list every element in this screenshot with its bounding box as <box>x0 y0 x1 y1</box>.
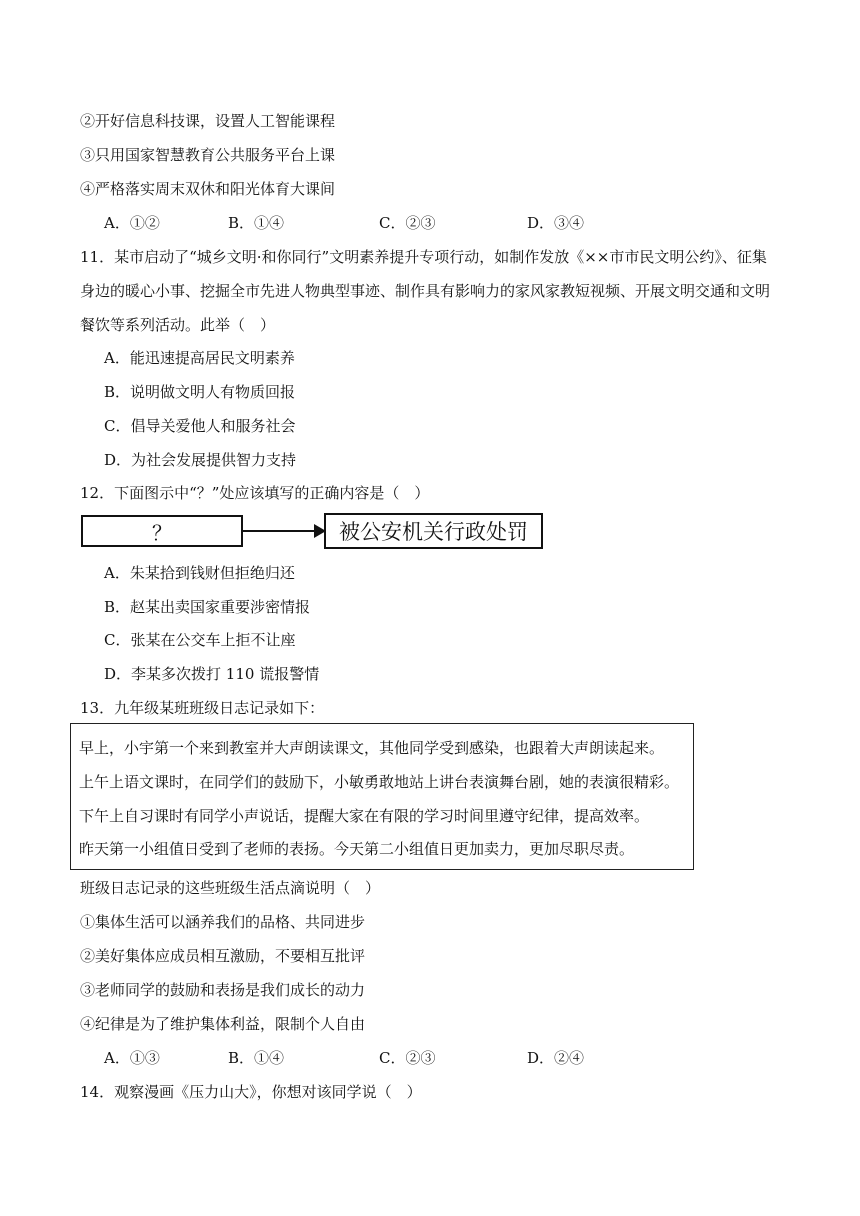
q12-option-d: D．李某多次拨打 110 谎报警情 <box>104 665 320 683</box>
diagram-arrow-line <box>243 530 321 532</box>
q12-option-c: C．张某在公交车上拒不让座 <box>104 631 296 649</box>
q12-option-b: B．赵某出卖国家重要涉密情报 <box>104 598 311 616</box>
q10-item-2: ②开好信息科技课，设置人工智能课程 <box>80 112 336 130</box>
diagram-result-box: 被公安机关行政处罚 <box>324 513 543 549</box>
q11-stem: 11．某市启动了“城乡文明·和你同行”文明素养提升专项行动，如制作发放《××市市民文明公约》、征集身边的暖心小事、挖掘全市先进人物典型事迹、制作具有影响力的家风家教短视频、开展文明交通和文明餐饮等系列活动。此举（ ） <box>80 248 771 334</box>
q12-stem: 12．下面图示中“？”处应该填写的正确内容是（ ） <box>80 484 430 502</box>
q10-item-4: ④严格落实周末双休和阳光体育大课间 <box>80 180 336 198</box>
q13-option-c: C．②③ <box>379 1049 436 1067</box>
q10-option-b: B．①④ <box>228 214 285 232</box>
q10-option-d: D．③④ <box>527 214 585 232</box>
q12-option-a: A．朱某拾到钱财但拒绝归还 <box>104 564 295 582</box>
q13-item-1: ①集体生活可以涵养我们的品格、共同进步 <box>80 913 366 931</box>
q11-option-a: A．能迅速提高居民文明素养 <box>104 349 295 367</box>
class-log-line: 上午上语文课时，在同学们的鼓励下，小敏勇敢地站上讲台表演舞台剧，她的表演很精彩。 <box>79 773 680 791</box>
q13-option-b: B．①④ <box>228 1049 285 1067</box>
q13-stem: 13．九年级某班班级日志记录如下： <box>80 699 325 717</box>
q13-item-2: ②美好集体应成员相互激励，不要相互批评 <box>80 947 366 965</box>
class-log-line: 下午上自习课时有同学小声说话，提醒大家在有限的学习时间里遵守纪律，提高效率。 <box>79 807 650 825</box>
q11-option-d: D．为社会发展提供智力支持 <box>104 451 297 469</box>
q10-option-c: C．②③ <box>379 214 436 232</box>
q13-item-4: ④纪律是为了维护集体利益，限制个人自由 <box>80 1015 366 1033</box>
q10-item-3: ③只用国家智慧教育公共服务平台上课 <box>80 146 336 164</box>
q13-option-a: A．①③ <box>104 1049 160 1067</box>
class-log-line: 早上，小宇第一个来到教室并大声朗读课文，其他同学受到感染，也跟着大声朗读起来。 <box>79 739 665 757</box>
diagram-unknown-box: ？ <box>81 515 243 547</box>
q11-option-c: C．倡导关爱他人和服务社会 <box>104 417 296 435</box>
q13-question: 班级日志记录的这些班级生活点滴说明（ ） <box>80 879 381 897</box>
class-log-line: 昨天第一小组值日受到了老师的表扬。今天第二小组值日更加卖力，更加尽职尽责。 <box>79 840 635 858</box>
q11-option-b: B．说明做文明人有物质回报 <box>104 383 296 401</box>
q10-option-a: A．①② <box>104 214 160 232</box>
q13-option-d: D．②④ <box>527 1049 585 1067</box>
q13-item-3: ③老师同学的鼓励和表扬是我们成长的动力 <box>80 981 366 999</box>
q14-stem: 14．观察漫画《压力山大》，你想对该同学说（ ） <box>80 1083 422 1101</box>
class-log-box <box>70 723 694 870</box>
